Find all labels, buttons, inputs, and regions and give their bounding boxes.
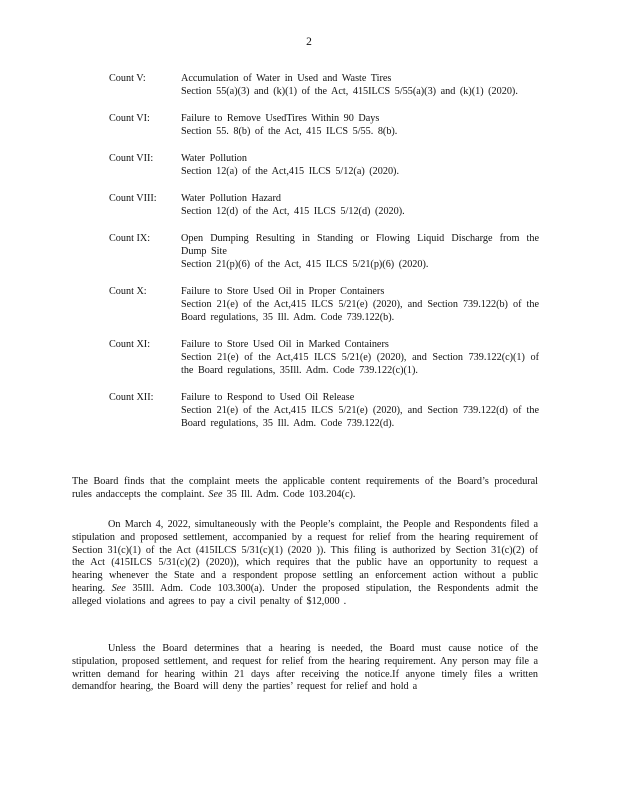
count-title: Accumulation of Water in Used and Waste Tires bbox=[181, 73, 392, 84]
count-body bbox=[181, 391, 539, 430]
count-body bbox=[181, 192, 539, 218]
findings-text: The Board finds that the complaint meets the applicable content requirements of the Board’s procedural rules andaccepts the complaint. bbox=[72, 476, 538, 500]
count-item bbox=[109, 391, 539, 430]
count-title: Open Dumping Resulting in Standing or Flowing Liquid Discharge from the Dump Site bbox=[181, 233, 539, 257]
count-citation: Section 21(p)(6) of the Act, 415 ILCS 5/21(p)(6) (2020). bbox=[181, 259, 429, 270]
count-label: Count XI: bbox=[109, 339, 151, 350]
count-title: Water Pollution Hazard bbox=[181, 193, 281, 204]
count-label: Count VII: bbox=[109, 153, 154, 164]
stipulation-paragraph bbox=[72, 519, 538, 609]
count-item bbox=[109, 152, 539, 178]
count-citation: Section 21(e) of the Act,415 ILCS 5/21(e) (2020), and Section 739.122(d) of the Board regulations, 35 Ill. Adm. Code 739.122(d). bbox=[181, 405, 539, 429]
count-label: Count VIII: bbox=[109, 193, 157, 204]
findings-citation: 35 Ill. Adm. Code 103.204(c). bbox=[222, 488, 356, 500]
count-title: Failure to Store Used Oil in Marked Containers bbox=[181, 339, 389, 350]
count-item bbox=[109, 112, 539, 138]
count-item bbox=[109, 232, 539, 271]
count-label: Count VI: bbox=[109, 113, 150, 124]
count-citation: Section 21(e) of the Act,415 ILCS 5/21(e) (2020), and Section 739.122(b) of the Board regulations, 35 Ill. Adm. Code 739.122(b). bbox=[181, 299, 539, 323]
count-citation: Section 55(a)(3) and (k)(1) of the Act, 415ILCS 5/55(a)(3) and (k)(1) (2020). bbox=[181, 86, 518, 97]
hearing-paragraph: Unless the Board determines that a hearing is needed, the Board must cause notice of the stipulation, proposed settlement, and request for relief from the hearing requirement. Any person may file a written demand for hearing within 21 days after receiving the notice.If anyone timely files a written demandfor hearing, the Board will deny the parties’ request for relief and hold a bbox=[72, 643, 538, 693]
count-item bbox=[109, 72, 539, 98]
count-citation: Section 12(d) of the Act, 415 ILCS 5/12(d) (2020). bbox=[181, 206, 405, 217]
count-title: Water Pollution bbox=[181, 153, 247, 164]
count-item bbox=[109, 192, 539, 218]
count-citation: Section 12(a) of the Act,415 ILCS 5/12(a) (2020). bbox=[181, 166, 399, 177]
count-label: Count X: bbox=[109, 286, 147, 297]
page-number: 2 bbox=[306, 36, 312, 48]
count-label: Count XII: bbox=[109, 392, 154, 403]
count-citation: Section 55. 8(b) of the Act, 415 ILCS 5/55. 8(b). bbox=[181, 126, 398, 137]
count-body bbox=[181, 285, 539, 324]
count-body bbox=[181, 152, 539, 178]
count-label: Count V: bbox=[109, 73, 146, 84]
count-body bbox=[181, 112, 539, 138]
see-signal: See bbox=[111, 582, 126, 594]
count-item bbox=[109, 338, 539, 377]
count-title: Failure to Respond to Used Oil Release bbox=[181, 392, 355, 403]
stipulation-text: On March 4, 2022, simultaneously with the People’s complaint, the People and Respondents filed a stipulation and proposed settlement, accompanied by a request for relief from the hearing requirement of Section 31(c)(1) of the Act (415ILCS 5/31(c)(1) (2020 )). This filing is authorized by Section 31(c)(2) of the Act (415ILCS 5/31(c)(2) (2020)), which requires that the public have an opportunity to request a hearing whenever the State and a respondent propose settling an enforcement action without a public hearing. bbox=[72, 519, 538, 594]
count-label: Count IX: bbox=[109, 233, 151, 244]
see-signal: See bbox=[208, 488, 223, 500]
stipulation-text-continued: 35Ill. Adm. Code 103.300(a). Under the proposed stipulation, the Respondents admit the alleged violations and agrees to pay a civil penalty of $12,000 . bbox=[72, 582, 538, 607]
count-item bbox=[109, 285, 539, 324]
count-body bbox=[181, 232, 539, 271]
count-citation: Section 21(e) of the Act,415 ILCS 5/21(e) (2020), and Section 739.122(c)(1) of the Board regulations, 35Ill. Adm. Code 739.122(c)(1). bbox=[181, 352, 539, 376]
counts-list bbox=[109, 72, 539, 444]
count-title: Failure to Store Used Oil in Proper Containers bbox=[181, 286, 385, 297]
count-body bbox=[181, 72, 539, 98]
count-title: Failure to Remove UsedTires Within 90 Days bbox=[181, 113, 380, 124]
findings-paragraph bbox=[72, 476, 538, 502]
count-body bbox=[181, 338, 539, 377]
